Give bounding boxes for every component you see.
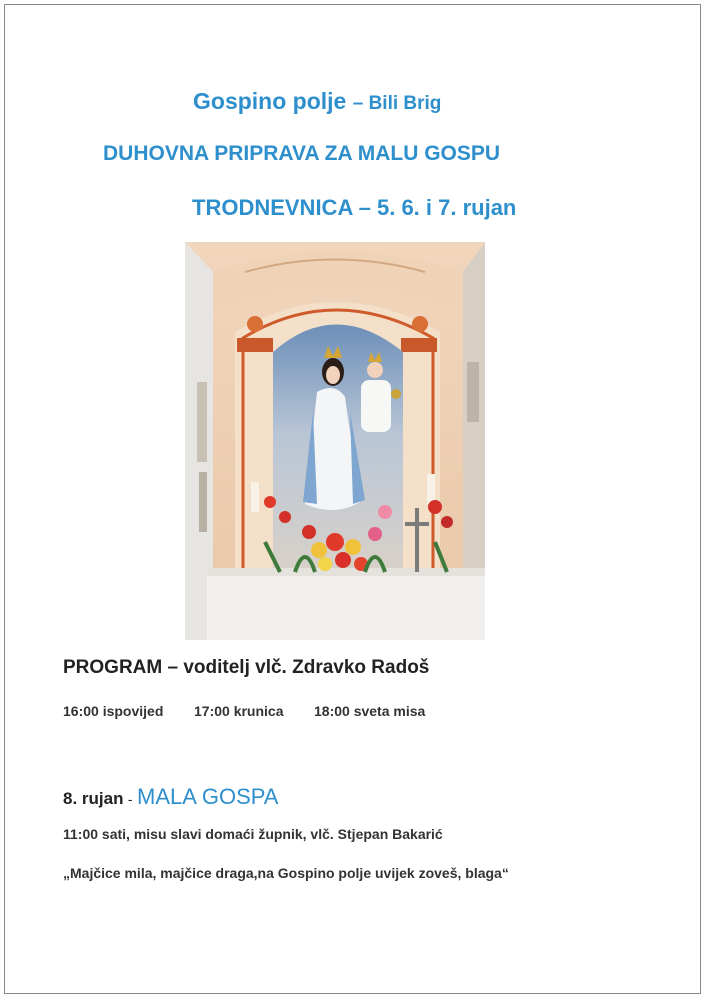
schedule-item-mass: 18:00 sveta misa (314, 703, 426, 719)
schedule-item-confession: 16:00 ispovijed (63, 703, 164, 719)
shrine-illustration (185, 242, 485, 640)
feast-name: MALA GOSPA (137, 784, 279, 809)
feast-date: 8. rujan (63, 789, 124, 808)
feast-mass-info: 11:00 sati, misu slavi domaći župnik, vlč. Stjepan Bakarić (63, 826, 443, 842)
schedule-item-rosary: 17:00 krunica (194, 703, 284, 719)
feast-quote: „Majčice mila, majčice draga,na Gospino polje uvijek zoveš, blaga“ (63, 865, 509, 881)
shrine-photo (185, 242, 485, 640)
program-heading: PROGRAM – voditelj vlč. Zdravko Radoš (63, 657, 430, 678)
header-subtitle: DUHOVNA PRIPRAVA ZA MALU GOSPU (103, 142, 501, 165)
header-dates: TRODNEVNICA – 5. 6. i 7. rujan (192, 195, 517, 220)
header-location: – Bili Brig (352, 93, 442, 114)
header-place: Gospino polje (193, 88, 347, 114)
feast-separator: - (127, 791, 133, 807)
feast-line (63, 784, 278, 810)
header-place-line (193, 88, 441, 115)
